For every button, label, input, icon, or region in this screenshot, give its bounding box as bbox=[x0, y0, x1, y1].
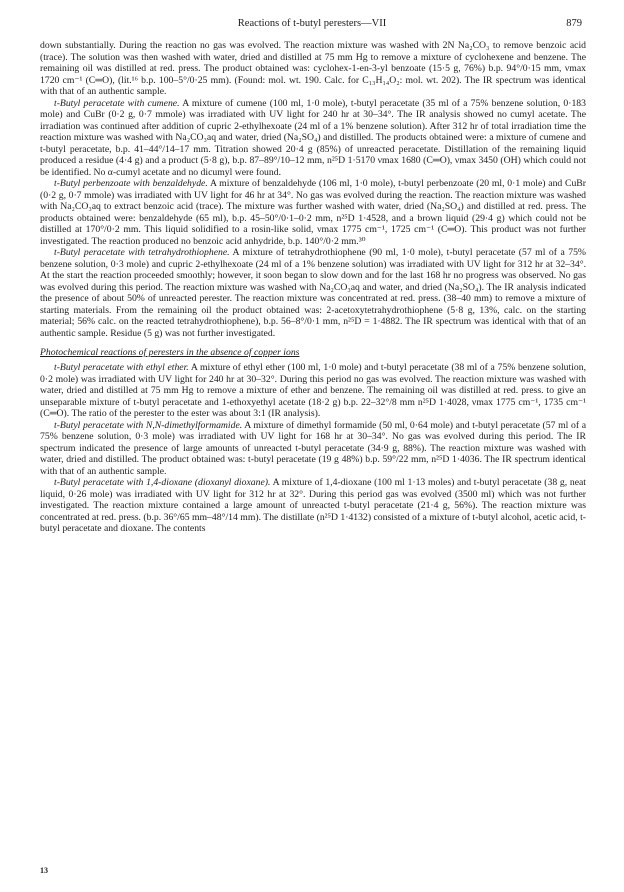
paragraph-dioxane bbox=[40, 477, 586, 535]
paragraph-tetrahydrothiophene bbox=[40, 247, 586, 339]
paragraph-title: t-Butyl peracetate with N,N-dimethylformamide. bbox=[54, 419, 243, 431]
paragraph-text: A mixture of benzaldehyde (106 ml, 1·0 mole), t-butyl perbenzoate (20 ml, 0·1 mole) and CuBr (0·2 g, 0·7 mmole) was irradiated with UV light for 46 hr at 34°. No gas was evolved during the reaction. The reaction mixture was washed with Na₂CO₃aq to extract benzoic acid (trace). The mixture was further washed with water, dried (Na₂SO₄) and distilled at red. press. The products obtained were: benzaldehyde (65 ml), b.p. 45–50°/0·1–0·2 mm, n²⁵D 1·4528, and a brown liquid (29·4 g) which could not be distilled at 170°/0·2 mm. This liquid solidified to a rosin-like solid, νmax 1775 cm⁻¹, 1725 cm⁻¹ (C═O). This product was not further investigated. The reaction produced no benzoic acid anhydride, b.p. 140°/0·2 mm.³⁰ bbox=[40, 178, 586, 247]
paragraph-text: A mixture of tetrahydrothiophene (90 ml, 1·0 mole), t-butyl peracetate (57 ml of a 75% benzene solution, 0·3 mole) and cupric 2-ethylhexoate (24 ml of a 1% benzene solution) was irradiated with UV light for 312 hr at 32–34°. At the start the reaction proceeded smoothly; however, it soon began to slow down and for the last 168 hr no progress was observed. No gas was evolved during this period. The reaction mixture was washed with Na₂CO₃aq and water, and dried (Na₂SO₄). The IR analysis indicated the presence of about 50% of unreacted perester. The reaction mixture was concentrated at red. press. (38–40 mm) to remove a mixture of starting materials. From the remaining oil the product obtained was: 2-acetoxytetrahydrothiophene (5·8 g, 13%, calc. on the starting material; 56% calc. on the reacted tetrahydrothiophene), b.p. 56–8°/0·1 mm, n²⁵D = 1·4882. The IR spectrum was identical with that of an authentic sample. Residue (5 g) was not further investigated. bbox=[40, 247, 586, 339]
signature-mark: 13 bbox=[40, 866, 48, 875]
page-number: 879 bbox=[566, 18, 582, 29]
paragraph-text: A mixture of dimethyl formamide (50 ml, 0·64 mole) and t-butyl peracetate (57 ml of a 75% benzene solution, 0·3 mole) was irradiated with UV light for 168 hr at 30–34°. No gas was evolved during this period. The IR spectrum indicated the presence of large amounts of unreacted t-butyl peracetate (34·9 g, 88%). The reaction mixture was washed with water, dried and distilled. The product obtained was: t-butyl peracetate (19 g 48%) b.p. 59°/22 mm, n²⁵D 1·4036. The IR spectrum identical with that of an authentic sample. bbox=[40, 419, 586, 477]
paragraph-continuation bbox=[40, 40, 586, 98]
paragraph-text: A mixture of 1,4-dioxane (100 ml 1·13 moles) and t-butyl peracetate (38 g, neat liquid, 0·26 mole) was irradiated with UV light for 312 hr at 32°. During this period gas was evolved (3500 ml) which was not further investigated. The reaction mixture contained a large amount of unreacted t-butyl peracetate (21·4 g, 56%). The reaction mixture was concentrated at red. press. (b.p. 36°/65 mm–48°/14 mm). The distillate (n²⁵D 1·4132) consisted of a mixture of t-butyl alcohol, acetic acid, t-butyl peracetate and dioxane. The contents bbox=[40, 477, 586, 534]
paragraph-text: A mixture of ethyl ether (100 ml, 1·0 mole) and t-butyl peracetate (38 ml of a 75% benzene solution, 0·2 mole) was irradiated with UV light for 240 hr at 30–32°. During this period no gas was evolved. The reaction mixture was washed with water, dried and distilled at 75 mm Hg to remove a mixture of ether and benzene. The remaining oil was distilled at red. press. to give an unseparable mixture of t-butyl peracetate and 1-ethoxyethyl acetate (18·2 g) b.p. 22–32°/8 mm n²⁵D 1·4028, νmax 1775 cm⁻¹, 1735 cm⁻¹ (C═O). The ratio of the perester to the ester was about 3:1 (IR analysis). bbox=[40, 362, 587, 419]
section-heading: Photochemical reactions of peresters in the absence of copper ions bbox=[40, 347, 300, 358]
paragraph-cumene bbox=[40, 98, 586, 179]
paragraph-dimethylformamide bbox=[40, 420, 586, 478]
paragraph-title: t-Butyl peracetate with 1,4-dioxane (dioxanyl dioxane). bbox=[54, 477, 271, 488]
paragraph-title: t-Butyl peracetate with ethyl ether. bbox=[54, 362, 189, 373]
paragraph-ethyl-ether bbox=[40, 362, 586, 420]
paragraph-title: t-Butyl peracetate with cumene. bbox=[54, 97, 180, 109]
paragraph-text: down substantially. During the reaction no gas was evolved. The reaction mixture was washed with 2N Na₂CO₃ to remove benzoic acid (trace). The solution was then washed with water, dried and distilled at 75 mm Hg to remove a mixture of cyclohexene and benzene. The remaining oil was distilled at red. press. The product obtained was: cyclohex-1-en-3-yl benzoate (15·5 g, 76%) b.p. 94°/0·15 mm, νmax 1720 cm⁻¹ (C═O), (lit.¹⁶ b.p. 100–5°/0·25 mm). (Found: mol. wt. 190. Calc. for C₁₃H₁₄O₂: mol. wt. 202). The IR spectrum was identical with that of an authentic sample. bbox=[40, 40, 586, 97]
paragraph-text: A mixture of cumene (100 ml, 1·0 mole), t-butyl peracetate (35 ml of a 75% benzene solution, 0·183 mole) and CuBr (0·2 g, 0·7 mmole) was irradiated with UV light for 240 hr at 30–34°. The IR analysis showed no cumyl acetate. The irradiation was continued after addition of cupric 2-ethylhexoate (24 ml of a 1% benzene solution). After 312 hr of total irradiation time the reaction mixture was washed with Na₂CO₃aq and water, dried (Na₂SO₄) and distilled. The products obtained were: a mixture of cumene and t-butyl peracetate, b.p. 41–44°/14–17 mm. Titration showed 20·4 g (85%) of unreacted peracetate. Distillation of the remaining liquid produced a residue (4·4 g) and a product (5·8 g), b.p. 87–89°/10–12 mm, n²⁵D 1·5170 νmax 1680 (C═O), νmax 3450 (OH) which could not be identified. No α-cumyl acetate and no dicumyl were found. bbox=[40, 97, 586, 178]
body-text bbox=[40, 40, 586, 535]
paragraph-title: t-Butyl perbenzoate with benzaldehyde. bbox=[54, 178, 208, 189]
page-header bbox=[40, 16, 584, 32]
running-head: Reactions of t-butyl peresters—VII bbox=[237, 18, 387, 29]
paragraph-benzaldehyde bbox=[40, 178, 586, 247]
paragraph-title: t-Butyl peracetate with tetrahydrothiophene. bbox=[54, 247, 230, 258]
